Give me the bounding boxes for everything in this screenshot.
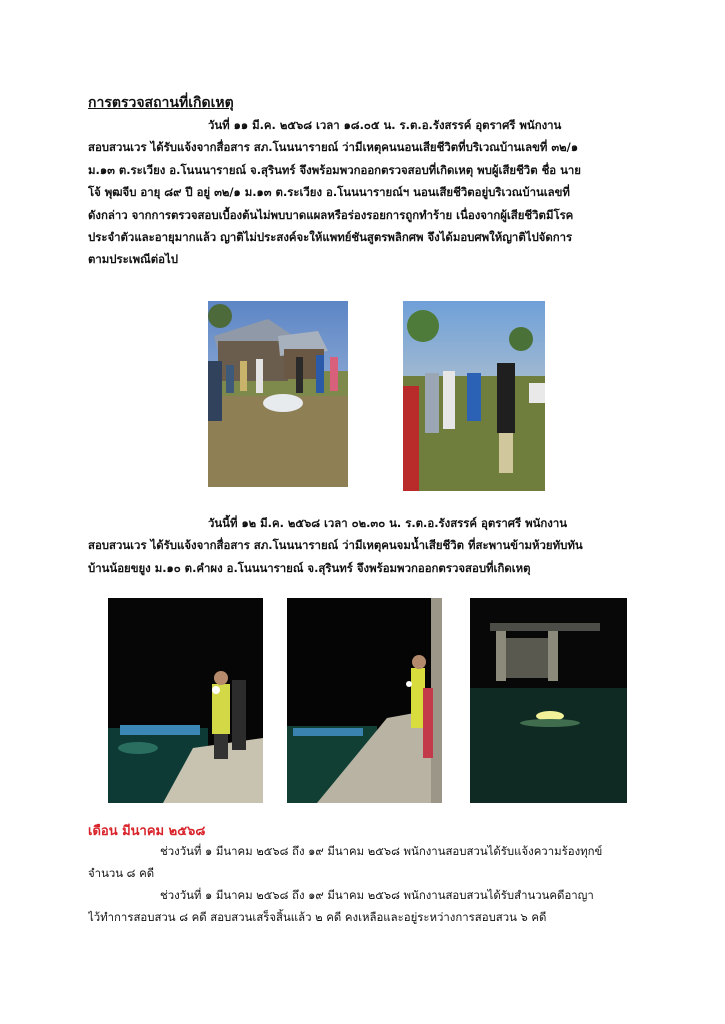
photo-scene-night-2	[287, 598, 442, 803]
report1-line: ดังกล่าว จากการตรวจสอบเบื้องต้นไม่พบบาดแผลหรือร่องรอยการถูกทำร้าย เนื่องจากผู้เสียชีวิตมีโรค	[88, 207, 574, 222]
summary2-line1: ช่วงวันที่ ๑ มีนาคม ๒๕๖๘ ถึง ๑๙ มีนาคม ๒๕๖๘ พนักงานสอบสวนได้รับสำนวนคดีอาญา	[160, 888, 594, 902]
report1-line: สอบสวนเวร ได้รับแจ้งจากสื่อสาร สภ.โนนนารายณ์ ว่ามีเหตุคนนอนเสียชีวิตที่บริเวณบ้านเลขที่ ๓๒/๑	[88, 140, 579, 155]
summary-complaints	[88, 840, 648, 884]
summary2-line2: ไว้ทำการสอบสวน ๘ คดี สอบสวนเสร็จสิ้นแล้ว ๒ คดี คงเหลือและอยู่ระหว่างการสอบสวน ๖ คดี	[88, 910, 547, 924]
summary-cases	[88, 884, 648, 928]
report-paragraph-2	[88, 512, 638, 579]
report1-line: ม.๑๓ ต.ระเวียง อ.โนนนารายณ์ จ.สุรินทร์ จึงพร้อมพวกออกตรวจสอบที่เกิดเหตุ พบผู้เสียชีวิต ชื่อ นาย	[88, 162, 581, 177]
report1-line: โจ้ พุฒจีบ อายุ ๘๙ ปี อยู่ ๓๒/๑ ม.๑๓ ต.ระเวียง อ.โนนนารายณ์ฯ นอนเสียชีวิตอยู่บริเวณบ้านเลขที่	[88, 185, 570, 200]
report1-line: ตามประเพณีต่อไป	[88, 252, 178, 267]
report1-line: วันที่ ๑๑ มี.ค. ๒๕๖๘ เวลา ๑๘.๐๕ น. ร.ต.อ.รังสรรค์ อุตราศรี พนักงาน	[208, 118, 562, 132]
photo-scene-night-1	[108, 598, 263, 803]
summary1-line1: ช่วงวันที่ ๑ มีนาคม ๒๕๖๘ ถึง ๑๙ มีนาคม ๒๕๖๘ พนักงานสอบสวนได้รับแจ้งความร้องทุกข์	[160, 844, 603, 858]
report2-line: บ้านน้อยขยูง ม.๑๐ ต.คำผง อ.โนนนารายณ์ จ.สุรินทร์ จึงพร้อมพวกออกตรวจสอบที่เกิดเหตุ	[88, 560, 531, 575]
photo-scene-day-2	[403, 301, 545, 491]
photo-scene-day-1	[208, 301, 348, 487]
report-paragraph-1	[88, 114, 638, 271]
month-heading: เดือน มีนาคม ๒๕๖๘	[88, 824, 206, 839]
photo-scene-night-3	[470, 598, 627, 803]
report1-line: ประจำตัวและอายุมากแล้ว ญาติไม่ประสงค์จะให้แพทย์ชันสูตรพลิกศพ จึงได้มอบศพให้ญาติไปจัดการ	[88, 230, 573, 245]
report2-line: สอบสวนเวร ได้รับแจ้งจากสื่อสาร สภ.โนนนารายณ์ ว่ามีเหตุคนจมน้ำเสียชีวิต ที่สะพานข้ามห้วยทับทัน	[88, 538, 583, 553]
section-heading: การตรวจสถานที่เกิดเหตุ	[88, 95, 234, 111]
summary1-line2: จำนวน ๘ คดี	[88, 866, 155, 880]
report2-line: วันนี้ที่ ๑๒ มี.ค. ๒๕๖๘ เวลา ๐๒.๓๐ น. ร.ต.อ.รังสรรค์ อุตราศรี พนักงาน	[208, 516, 568, 530]
